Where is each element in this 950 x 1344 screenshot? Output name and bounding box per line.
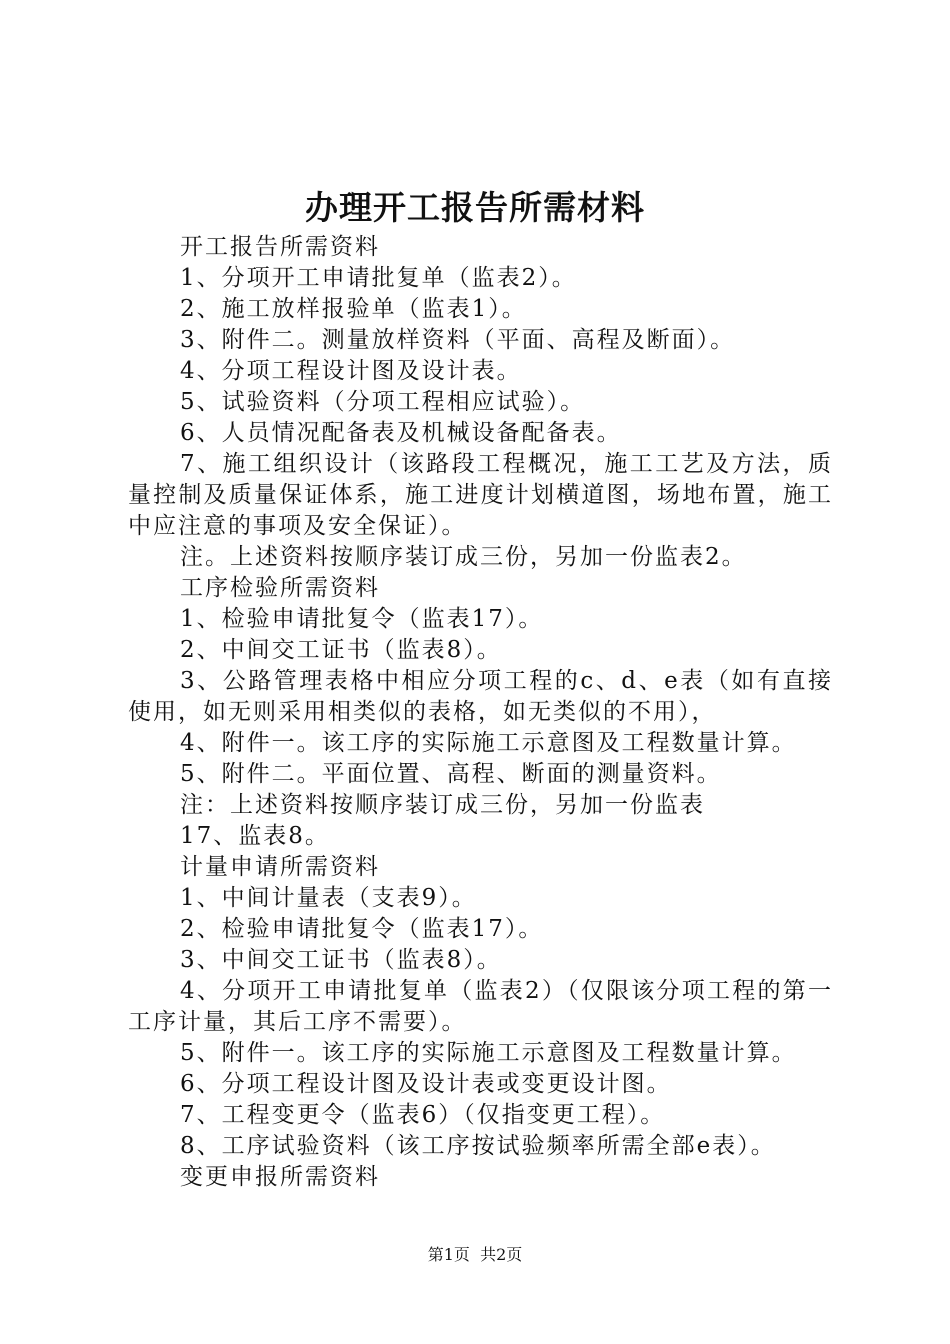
paragraph: 工序检验所需资料 bbox=[180, 575, 380, 601]
paragraph: 4、附件一。该工序的实际施工示意图及工程数量计算。 bbox=[180, 730, 797, 756]
paragraph: 1、中间计量表（支表9）。 bbox=[180, 885, 477, 911]
paragraph: 注。上述资料按顺序装订成三份，另加一份监表2。 bbox=[180, 544, 747, 570]
document-body bbox=[128, 232, 833, 1193]
paragraph: 1、分项开工申请批复单（监表2）。 bbox=[180, 265, 577, 291]
paragraph: 计量申请所需资料 bbox=[180, 854, 380, 880]
paragraph: 2、检验申请批复令（监表17）。 bbox=[180, 916, 544, 942]
document-title: 办理开工报告所需材料 bbox=[305, 188, 645, 227]
paragraph: 4、分项工程设计图及设计表。 bbox=[180, 358, 522, 384]
page-footer bbox=[0, 1245, 950, 1265]
paragraph: 4、分项开工申请批复单（监表2）（仅限该分项工程的第一工序计量，其后工序不需要）。 bbox=[128, 978, 833, 1035]
paragraph: 1、检验申请批复令（监表17）。 bbox=[180, 606, 544, 632]
paragraph: 5、试验资料（分项工程相应试验）。 bbox=[180, 389, 586, 415]
paragraph: 17、监表8。 bbox=[180, 823, 330, 849]
paragraph: 8、工序试验资料（该工序按试验频率所需全部e表）。 bbox=[180, 1133, 776, 1159]
paragraph: 3、附件二。测量放样资料（平面、高程及断面）。 bbox=[180, 327, 736, 353]
paragraph: 开工报告所需资料 bbox=[180, 234, 380, 260]
paragraph: 变更申报所需资料 bbox=[180, 1164, 380, 1190]
paragraph: 7、施工组织设计（该路段工程概况，施工工艺及方法，质量控制及质量保证体系，施工进度计划横道图，场地布置，施工中应注意的事项及安全保证）。 bbox=[128, 451, 833, 539]
paragraph: 6、分项工程设计图及设计表或变更设计图。 bbox=[180, 1071, 672, 1097]
paragraph: 3、公路管理表格中相应分项工程的c、d、e表（如有直接使用，如无则采用相类似的表格，如无类似的不用）， bbox=[128, 668, 833, 725]
page-number: 第1页 bbox=[427, 1245, 470, 1264]
page-total: 共2页 bbox=[480, 1245, 523, 1264]
paragraph: 3、中间交工证书（监表8）。 bbox=[180, 947, 502, 973]
paragraph: 5、附件一。该工序的实际施工示意图及工程数量计算。 bbox=[180, 1040, 797, 1066]
paragraph: 6、人员情况配备表及机械设备配备表。 bbox=[180, 420, 622, 446]
paragraph: 5、附件二。平面位置、高程、断面的测量资料。 bbox=[180, 761, 722, 787]
paragraph: 2、中间交工证书（监表8）。 bbox=[180, 637, 502, 663]
paragraph: 2、施工放样报验单（监表1）。 bbox=[180, 296, 527, 322]
paragraph: 注：上述资料按顺序装订成三份，另加一份监表 bbox=[180, 792, 705, 818]
paragraph: 7、工程变更令（监表6）（仅指变更工程）。 bbox=[180, 1102, 666, 1128]
